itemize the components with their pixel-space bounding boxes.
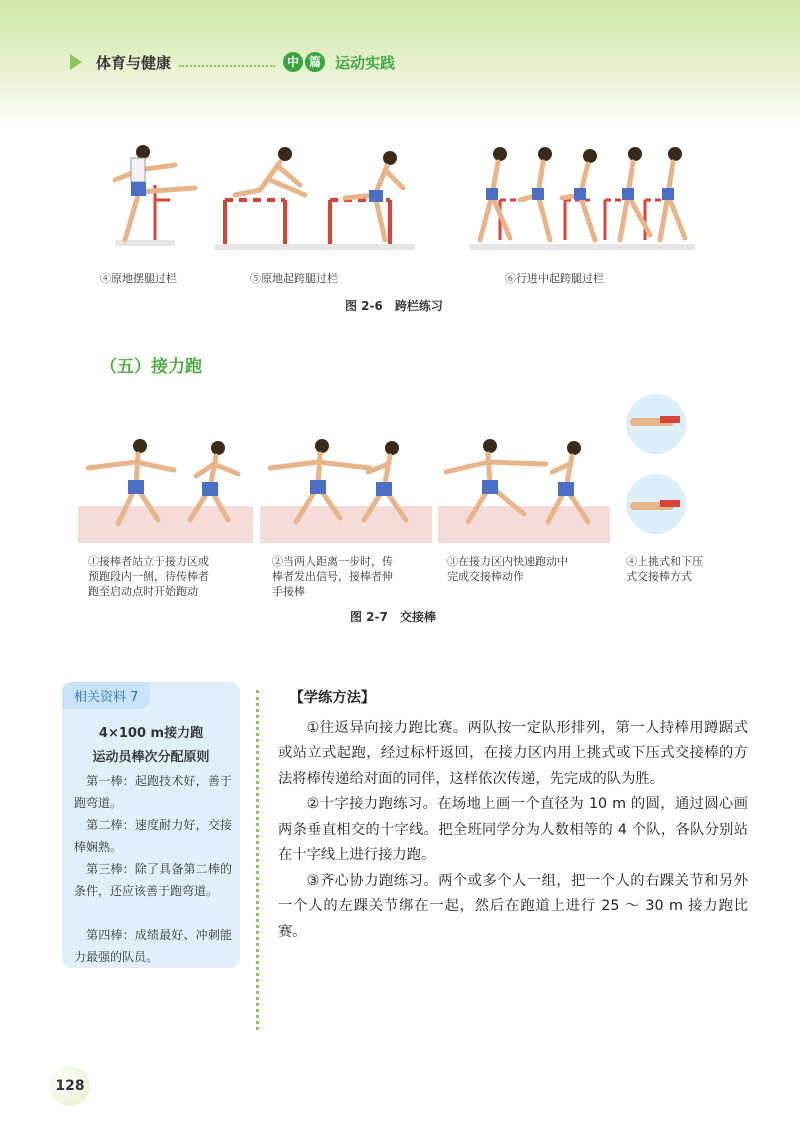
fig-2-7-caption-1: ①接棒者站立于接力区或 预跑段内一侧，待传棒者 跑至启动点时开始跑动 [88, 555, 209, 598]
hurdle-drill-6-illustration [470, 140, 695, 260]
fig-2-6-caption-4: ④原地摆腿过栏 [100, 272, 177, 285]
fig-2-6-caption-6: ⑥行进中起跨腿过栏 [505, 272, 604, 285]
play-triangle-icon [70, 54, 82, 70]
page-number: 128 [50, 1066, 90, 1106]
method-paragraph-1: ①往返异向接力跑比赛。两队按一定队形排列，第一人持棒用蹲踞式或站立式起跑，经过标杆返回，在接力区内用上挑式或下压式交接棒的方法将棒传递给对面的同伴，这样依次传递，先完成的队为胜。 [278, 719, 748, 787]
fig-2-6-caption-5: ⑤原地起跨腿过栏 [250, 272, 338, 285]
badge-zhong: 中 [283, 52, 303, 72]
hurdle-drill-4-illustration [95, 140, 205, 260]
sidebar-leg-3: 第三棒：除了具备第二棒的条件，还应该善于跑弯道。 [74, 862, 232, 898]
fig-2-7-caption-2: ②当两人距离一步时，传 棒者发出信号，接棒者伸 手接棒 [272, 555, 393, 598]
baton-pass-3-illustration [438, 428, 610, 543]
section-heading: （五）接力跑 [100, 357, 202, 377]
baton-exchange-methods-illustration [620, 392, 692, 542]
section-label: 运动实践 [335, 53, 396, 72]
related-material-tag: 相关资料 7 [62, 682, 150, 709]
sidebar-leg-2: 第二棒：速度耐力好，交接棒娴熟。 [74, 818, 232, 854]
running-header [70, 50, 395, 74]
baton-pass-2-illustration [260, 428, 432, 543]
fig-2-7-title: 图 2-7 交接棒 [350, 610, 436, 624]
sidebar-leg-1: 第一棒：起跑技术好，善于跑弯道。 [74, 774, 232, 810]
fig-2-7-caption-4: ④上挑式和下压 式交接棒方式 [626, 555, 703, 583]
fig-2-7-caption-3: ③在接力区内快速跑动中 完成交接棒动作 [447, 555, 568, 583]
method-paragraph-2: ②十字接力跑练习。在场地上画一个直径为 10 m 的圆，通过圆心画两条垂直相交的十字线。把全班同学分为人数相等的 4 个队，各队分别站在十字线上进行接力跑。 [278, 796, 748, 863]
dotted-leader [179, 57, 275, 67]
hurdle-drill-5-illustration [215, 140, 415, 260]
fig-2-6-title: 图 2-6 跨栏练习 [345, 299, 443, 313]
sidebar-leg-4: 第四棒：成绩最好、冲刺能力最强的队员。 [74, 928, 232, 964]
practice-methods-title: 【学练方法】 [289, 690, 376, 706]
column-divider [256, 690, 259, 1030]
baton-pass-1-illustration [78, 428, 253, 543]
related-material-box [62, 682, 240, 968]
practice-methods [278, 686, 748, 945]
book-title: 体育与健康 [96, 53, 172, 72]
badge-pian: 篇 [305, 52, 325, 72]
sidebar-title-line2: 运动员棒次分配原则 [92, 750, 210, 765]
sidebar-title-line1: 4×100 m接力跑 [98, 726, 204, 741]
method-paragraph-3: ③齐心协力跑练习。两个或多个人一组，把一个人的右踝关节和另外一个人的左踝关节绑在一起，然后在跑道上进行 25 ～ 30 m 接力跑比赛。 [278, 872, 748, 940]
